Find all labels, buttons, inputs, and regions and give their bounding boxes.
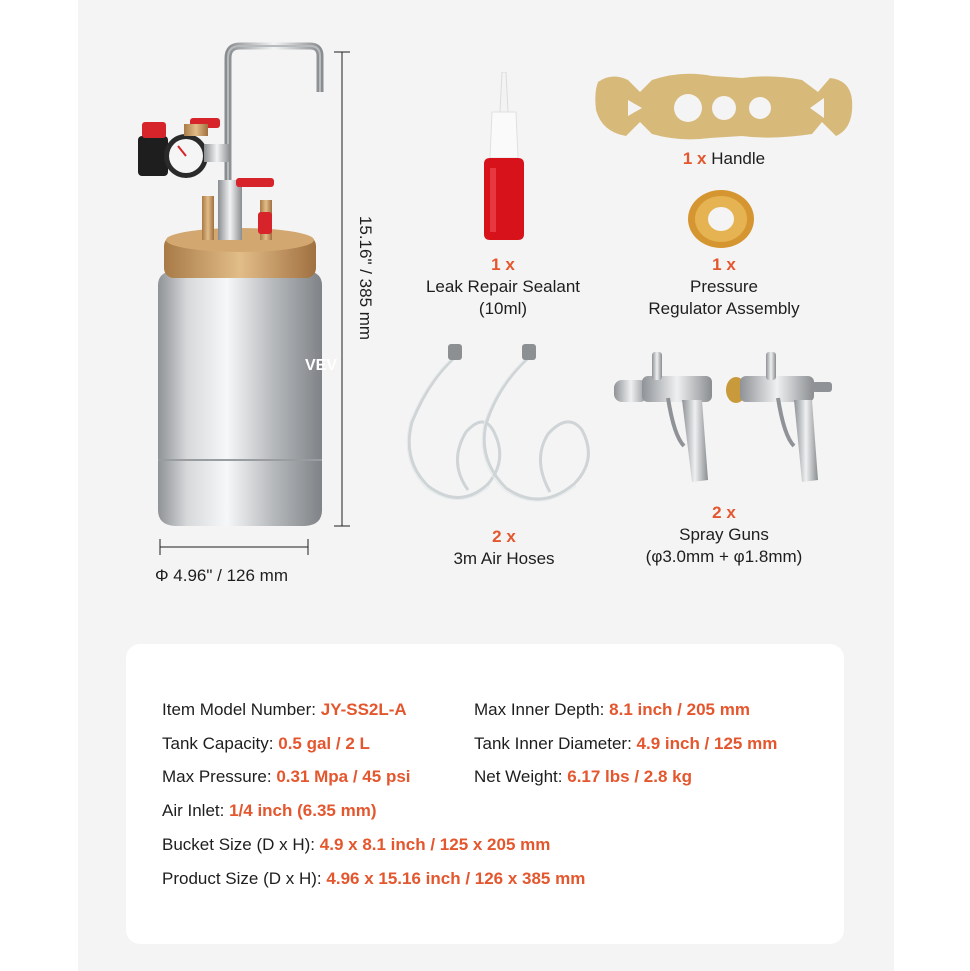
dimension-lines	[150, 50, 360, 570]
spec-diameter-value: 4.9 inch / 125 mm	[636, 734, 778, 753]
guns-name-line2: (φ3.0mm + φ1.8mm)	[645, 547, 803, 566]
spec-depth	[474, 700, 750, 720]
spec-diameter-label: Tank Inner Diameter:	[474, 734, 632, 753]
spray-guns-image	[612, 350, 838, 490]
spec-diameter	[474, 734, 777, 754]
sealant-bottle-image	[476, 72, 532, 244]
spec-inlet	[162, 801, 376, 821]
regulator-name-line1: Pressure	[689, 277, 759, 296]
handle-wrench-image	[592, 70, 856, 146]
height-dimension-label: 15.16" / 385 mm	[356, 215, 375, 341]
spec-inlet-value: 1/4 inch (6.35 mm)	[229, 801, 377, 820]
spec-inlet-label: Air Inlet:	[162, 801, 225, 820]
air-hoses-image	[398, 342, 620, 514]
guns-label	[626, 502, 822, 568]
sealant-qty: 1 x	[491, 255, 515, 274]
spec-product-size	[162, 869, 585, 889]
regulator-label	[626, 254, 822, 320]
specifications-card	[126, 644, 844, 944]
spec-capacity-label: Tank Capacity:	[162, 734, 274, 753]
spec-pressure-value: 0.31 Mpa / 45 psi	[276, 767, 411, 786]
brand-mark: VEV	[305, 357, 338, 374]
handle-label	[640, 148, 808, 170]
spec-bucket-value: 4.9 x 8.1 inch / 125 x 205 mm	[319, 835, 551, 854]
regulator-qty: 1 x	[712, 255, 736, 274]
hoses-label	[430, 526, 578, 570]
handle-name: Handle	[711, 149, 766, 168]
diameter-dimension-label: Φ 4.96" / 126 mm	[155, 566, 288, 585]
regulator-name-line2: Regulator Assembly	[648, 299, 800, 318]
spec-bucket	[162, 835, 550, 855]
spec-product-size-label: Product Size (D x H):	[162, 869, 322, 888]
gasket-ring-image	[686, 188, 756, 250]
spec-capacity-value: 0.5 gal / 2 L	[278, 734, 370, 753]
spec-model	[162, 700, 407, 720]
spec-model-label: Item Model Number:	[162, 700, 316, 719]
spec-pressure	[162, 767, 411, 787]
spec-depth-value: 8.1 inch / 205 mm	[609, 700, 750, 719]
sealant-name: Leak Repair Sealant (10ml)	[425, 277, 581, 318]
spec-model-value: JY-SS2L-A	[320, 700, 407, 719]
spec-weight-label: Net Weight:	[474, 767, 563, 786]
hoses-name: 3m Air Hoses	[453, 549, 555, 568]
hoses-qty: 2 x	[492, 527, 516, 546]
spec-depth-label: Max Inner Depth:	[474, 700, 605, 719]
spec-weight	[474, 767, 692, 787]
spec-pressure-label: Max Pressure:	[162, 767, 272, 786]
guns-name-line1: Spray Guns	[679, 525, 769, 544]
handle-qty: 1 x	[682, 149, 707, 168]
spray-gun-large	[614, 352, 712, 482]
spec-weight-value: 6.17 lbs / 2.8 kg	[567, 767, 692, 786]
spec-capacity	[162, 734, 370, 754]
guns-qty: 2 x	[712, 503, 736, 522]
sealant-label	[420, 254, 586, 320]
spec-bucket-label: Bucket Size (D x H):	[162, 835, 316, 854]
spray-gun-small	[726, 352, 832, 482]
spec-product-size-value: 4.96 x 15.16 inch / 126 x 385 mm	[326, 869, 586, 888]
